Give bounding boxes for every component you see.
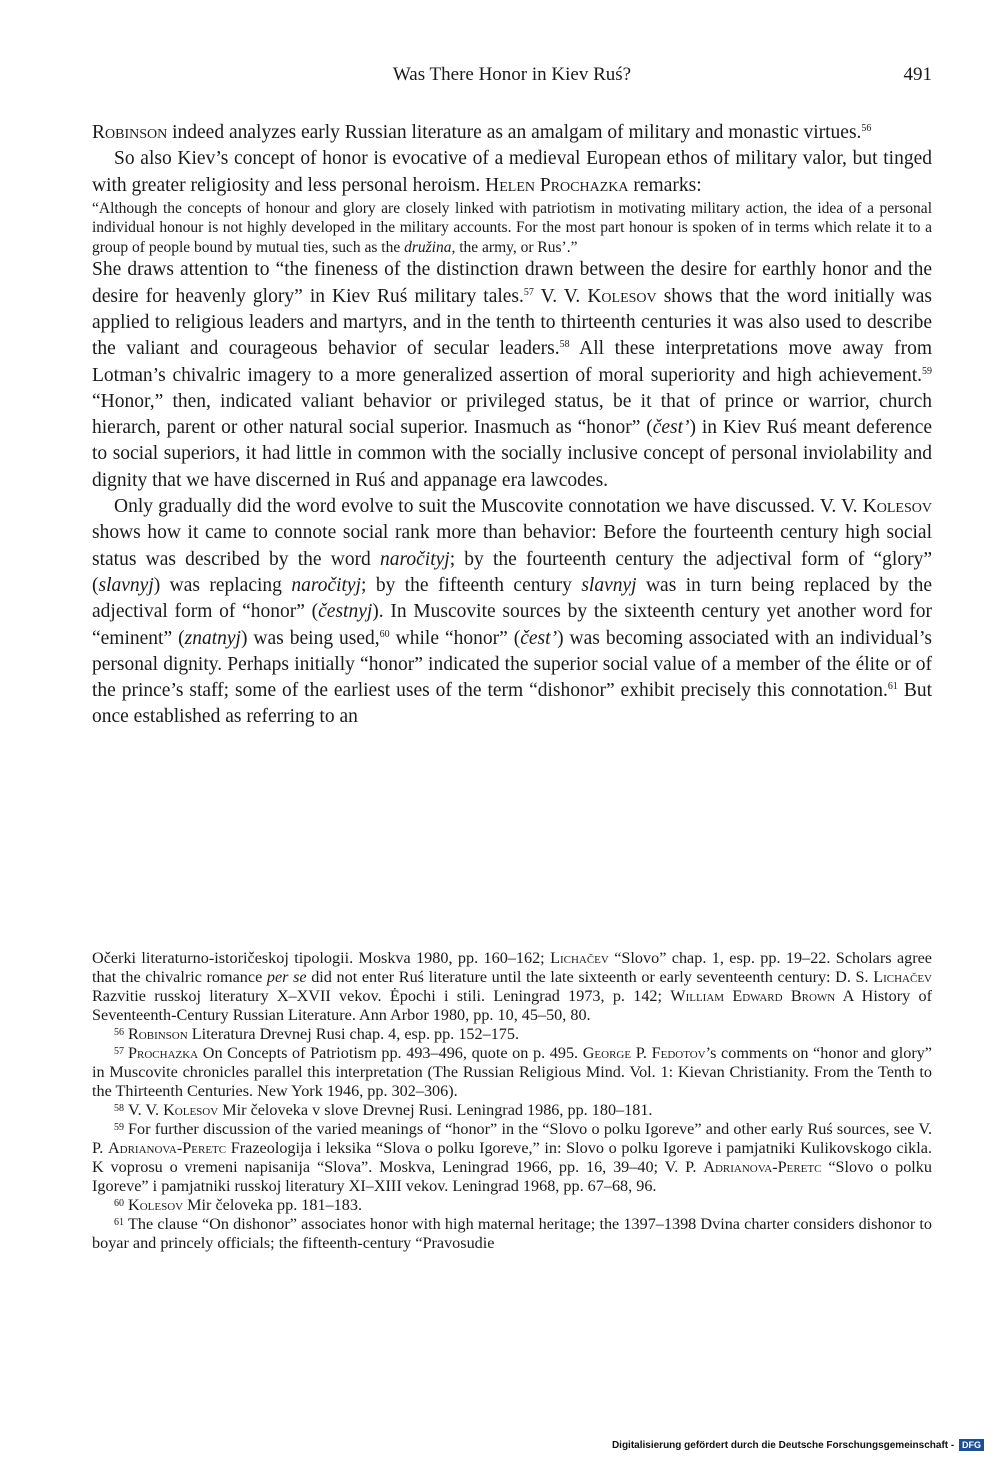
running-title: Was There Honor in Kiev Ruś? bbox=[392, 64, 632, 85]
footnote-ref-58: 58 bbox=[559, 339, 570, 351]
footnote-text: “Slovo o polku Igoreve” i pamjatniki russkoj literatury XI–XIII vekov. Leningrad 1968, pp. 67–68, 96. bbox=[92, 1158, 932, 1195]
footer-text: Digitalisierung gefördert durch die Deutsche Forschungsgemeinschaft - bbox=[611, 1440, 955, 1451]
paragraph-2 bbox=[92, 146, 932, 199]
footnote-text: V. V. bbox=[128, 1101, 164, 1119]
footnote-text: The clause “On dishonor” associates honor with high maternal heritage; the 1397–1398 Dvina charter considers dishonor to boyar and princely officials; the fifteenth-century “Pravosudie bbox=[92, 1215, 932, 1252]
paragraph-text: indeed analyzes early Russian literature as an amalgam of military and monastic virtues. bbox=[167, 122, 862, 143]
block-quote bbox=[92, 199, 932, 258]
footnotes bbox=[92, 949, 932, 1253]
paragraph-text: ). In Muscovite sources by the sixteenth century yet another word for “eminent” ( bbox=[92, 601, 932, 649]
italic-term: čest’ bbox=[652, 417, 690, 439]
paragraph-text: shows that the word initially was applied to religious leaders and martyrs, and in the tenth to thirteenth centuries it was also used to describe the valiant and courageous behavior of secular leaders. bbox=[92, 285, 933, 360]
italic-term: čest’ bbox=[520, 627, 558, 649]
paragraph-4 bbox=[92, 494, 932, 731]
author-name: Robinson bbox=[128, 1025, 188, 1043]
italic-term: čestnyj bbox=[318, 601, 373, 623]
footnote-text: Mir čeloveka pp. 181–183. bbox=[183, 1196, 363, 1214]
footnote-ref-60: 60 bbox=[379, 628, 390, 640]
footnote-text: Očerki literaturno-istoričeskoj tipologii. Moskva 1980, pp. 160–162; bbox=[92, 949, 551, 967]
paragraph-text: ) was being used, bbox=[240, 627, 380, 649]
author-name: Kolesov bbox=[128, 1196, 184, 1214]
footnote-text: Mir čeloveka v slove Drevnej Rusi. Leningrad 1986, pp. 180–181. bbox=[218, 1101, 653, 1119]
paragraph-text: “Honor,” then, indicated valiant behavior or privileged status, be it that of prince or warrior, church hierarch, parent or other natural social superior. Inasmuch as “honor” ( bbox=[92, 390, 932, 439]
digitization-footer bbox=[612, 1439, 984, 1451]
footnote-continuation bbox=[92, 949, 932, 1025]
paragraph-text: V. V. bbox=[533, 285, 588, 307]
author-name: Kolesov bbox=[587, 285, 657, 307]
footnote-59 bbox=[92, 1120, 932, 1196]
footnote-number: 59 bbox=[114, 1122, 124, 1133]
italic-term: naročityj bbox=[291, 574, 362, 596]
italic-term: naročityj bbox=[380, 548, 450, 570]
paragraph-text: All these interpretations move away from Lotman’s chivalric imagery to a more generalized assertion of moral superiority and high achievement. bbox=[92, 338, 932, 386]
footnote-text: Razvitie russkoj literatury X–XVII vekov. Ėpochi i stili. Leningrad 1973, p. 142; bbox=[92, 987, 671, 1005]
running-head bbox=[92, 64, 932, 90]
body-text bbox=[92, 120, 932, 731]
author-name: Lichačev bbox=[873, 968, 932, 986]
paragraph-text: She draws attention to “the fineness of the distinction drawn between the desire for earthly honor and the desire for heavenly glory” in Kiev Ruś military tales. bbox=[92, 259, 932, 307]
footnote-number: 61 bbox=[114, 1217, 124, 1228]
paragraph-text: shows how it came to connote social rank more than behavior: Before the fourteenth century high social status was described by the word bbox=[92, 522, 932, 570]
footnote-number: 57 bbox=[114, 1046, 124, 1057]
author-name: William Edward Brown bbox=[670, 987, 836, 1005]
footnote-ref-59: 59 bbox=[922, 365, 932, 377]
author-name: Adrianova-Peretc bbox=[107, 1139, 227, 1157]
author-name: Lichačev bbox=[550, 949, 609, 967]
quote-text: “Although the concepts of honour and glory are closely linked with patriotism in motivating military action, the idea of a personal individual honour is not highly developed in the military accounts. For the most part honour is spoken of in terms which relate it to a group of people bound by mutual ties, such as the bbox=[92, 199, 932, 256]
author-name: Prochazka bbox=[128, 1044, 199, 1062]
page-number: 491 bbox=[903, 64, 932, 85]
footnote-text: Frazeologija i leksika “Slova o polku Igoreve,” in: Slovo o polku Igoreve i pamjatniki Kulikovskogo cikla. K voprosu o vremeni napisanija “Slova”. Moskva, Leningrad 1966, pp. 16, 39–40; V. P. bbox=[92, 1139, 932, 1176]
author-name: Kolesov bbox=[862, 496, 932, 518]
footnote-text: “Slovo” chap. 1, esp. pp. 19–22. Scholars agree that the chivalric romance bbox=[92, 949, 932, 986]
author-name: Robinson bbox=[92, 122, 168, 143]
paragraph-text: ) in Kiev Ruś meant deference to social superiors, it had little in common with the socially inclusive concept of personal inviolability and dignity that we have discerned in Ruś and appanage era lawcodes. bbox=[92, 417, 933, 491]
italic-term: slavnyj bbox=[581, 574, 637, 596]
author-name: George P. Fedotov bbox=[582, 1044, 706, 1062]
footnote-number: 58 bbox=[114, 1103, 124, 1114]
paragraph-text: ) was replacing bbox=[153, 574, 292, 596]
footnote-60 bbox=[92, 1196, 932, 1215]
footnote-ref-61: 61 bbox=[887, 681, 898, 693]
paragraph-text: So also Kiev’s concept of honor is evocative of a medieval European ethos of military valor, but tinged with greater religiosity and less personal heroism. bbox=[92, 148, 932, 196]
footnote-number: 56 bbox=[114, 1027, 124, 1038]
author-name: Kolesov bbox=[163, 1101, 219, 1119]
footnote-ref-57: 57 bbox=[523, 286, 534, 298]
author-name: Adrianova-Peretc bbox=[703, 1158, 822, 1176]
paragraph-text: while “honor” ( bbox=[389, 627, 521, 649]
footnote-text: For further discussion of the varied meanings of “honor” in the “Slovo o polku Igoreve” and other early Ruś sources, see V. P. bbox=[92, 1120, 932, 1157]
paragraph-text: Only gradually did the word evolve to suit the Muscovite connotation we have discussed. V. V. bbox=[114, 496, 863, 518]
paragraph-1 bbox=[92, 120, 932, 146]
paragraph-3 bbox=[92, 257, 932, 494]
author-name: Helen Prochazka bbox=[485, 174, 629, 196]
paragraph-text: ; by the fifteenth century bbox=[361, 574, 582, 596]
footnote-text: A History of Seventeenth-Century Russian Literature. Ann Arbor 1980, pp. 10, 45–50, 80. bbox=[92, 987, 932, 1024]
footnote-57 bbox=[92, 1044, 932, 1101]
paragraph-text: But once established as referring to an bbox=[92, 680, 932, 728]
footnote-61 bbox=[92, 1215, 932, 1253]
paragraph-text: remarks: bbox=[628, 174, 702, 196]
footnote-58 bbox=[92, 1101, 932, 1120]
italic-term: per se bbox=[266, 968, 307, 986]
italic-term: znatnyj bbox=[184, 627, 241, 649]
quote-italic-term: družina bbox=[404, 238, 452, 256]
paragraph-text: ) was becoming associated with an individual’s personal dignity. Perhaps initially “honor” indicated the superior social value of a member of the élite or of the prince’s staff; some of the earliest uses of the term “dishonor” exhibit precisely this connotation. bbox=[92, 627, 932, 702]
footnote-number: 60 bbox=[114, 1198, 124, 1209]
footnote-text: On Concepts of Patriotism pp. 493–496, quote on p. 495. bbox=[198, 1044, 583, 1062]
italic-term: slavnyj bbox=[98, 574, 154, 596]
footnote-text: ’s comments on “honor and glory” in Muscovite chronicles parallel this interpretation (The Russian Religious Mind. Vol. 1: Kievan Christianity. From the Tenth to the Thirteenth Centuries. New York 1946, pp. 302–306). bbox=[92, 1044, 932, 1100]
footnote-text: Literatura Drevnej Rusi chap. 4, esp. pp. 152–175. bbox=[187, 1025, 520, 1043]
footnote-56 bbox=[92, 1025, 932, 1044]
paragraph-text: ; by the fourteenth century the adjectival form of “glory” ( bbox=[92, 548, 932, 596]
quote-text: , the army, or Rus’.” bbox=[451, 238, 578, 256]
dfg-logo: DFG bbox=[959, 1439, 984, 1451]
footnote-ref-56: 56 bbox=[861, 123, 872, 134]
paragraph-text: was in turn being replaced by the adjectival form of “honor” ( bbox=[92, 574, 932, 623]
footnote-text: did not enter Ruś literature until the late sixteenth or early seventeenth century: D. S. bbox=[306, 968, 874, 986]
